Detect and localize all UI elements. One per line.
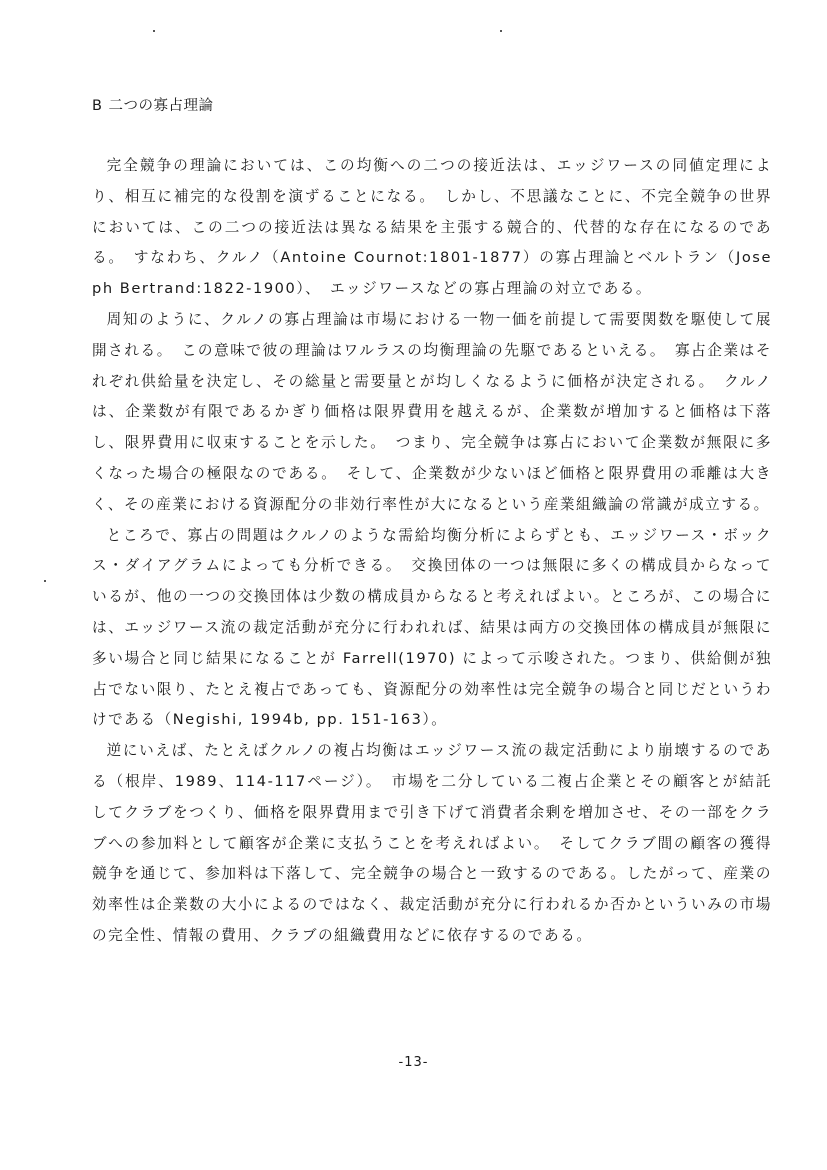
scan-speck	[500, 30, 502, 32]
paragraph: 周知のように、クルノの寡占理論は市場における一物一価を前提して需要関数を駆使して展開される。 この意味で彼の理論はワルラスの均衡理論の先駆であるといえる。 寡占企業はそれぞれ供給量を決定し、その総量と需要量とが均しくなるように価格が決定される。 クルノは、企業数が有限であるかぎり価格は限界費用を越えるが、企業数が増加すると価格は下落し、限界費用に収束することを示した。 つまり、完全競争は寡占において企業数が無限に多くなった場合の極限なのである。 そして、企業数が少ないほど価格と限界費用の乖離は大きく、その産業における資源配分の非効行率性が大になるという産業組織論の常識が成立する。	[92, 310, 772, 513]
scan-speck	[153, 30, 155, 32]
section-number: B	[92, 98, 103, 114]
section-title: 二つの寡占理論	[108, 98, 214, 114]
paragraph: ところで、寡占の問題はクルノのような需給均衡分析によらずとも、エッジワース・ボックス・ダイアグラムによっても分析できる。 交換団体の一つは無限に多くの構成員からなっているが、他の一つの交換団体は少数の構成員からなると考えればよい。ところが、この場合には、エッジワース流の裁定活動が充分に行われれば、結果は両方の交換団体の構成員が無限に多い場合と同じ結果になることが Farrell(1970) によって示唆された。つまり、供給側が独占でない限り、たとえ複占であっても、資源配分の効率性は完全競争の場合と同じだというわけである（Negishi, 1994b, pp. 151-163）。	[92, 526, 772, 729]
scan-speck	[44, 580, 46, 582]
paragraph: 逆にいえば、たとえばクルノの複占均衡はエッジワース流の裁定活動により崩壊するのである（根岸、1989、114-117ページ）。 市場を二分している二複占企業とその顧客とが結託してクラブをつくり、価格を限界費用まで引き下げて消費者余剰を増加させ、その一部をクラブへの参加料として顧客が企業に支払うことを考えればよい。 そしてクラブ間の顧客の獲得競争を通じて、参加料は下落して、完全競争の場合と一致するのである。したがって、産業の効率性は企業数の大小によるのではなく、裁定活動が充分に行われるか否かといういみの市場の完全性、情報の費用、クラブの組織費用などに依存するのである。	[92, 742, 772, 944]
paragraph: 完全競争の理論においては、この均衡への二つの接近法は、エッジワースの同値定理により、相互に補完的な役割を演ずることになる。 しかし、不思議なことに、不完全競争の世界においては、この二つの接近法は異なる結果を主張する競合的、代替的な存在になるのである。 すなわち、クルノ（Antoine Cournot:1801-1877）の寡占理論とベルトラン（Joseph Bertrand:1822-1900）、 エッジワースなどの寡占理論の対立である。	[92, 157, 772, 298]
page-number: -13-	[398, 1055, 429, 1070]
section-heading	[92, 96, 213, 116]
body-text	[92, 151, 772, 952]
